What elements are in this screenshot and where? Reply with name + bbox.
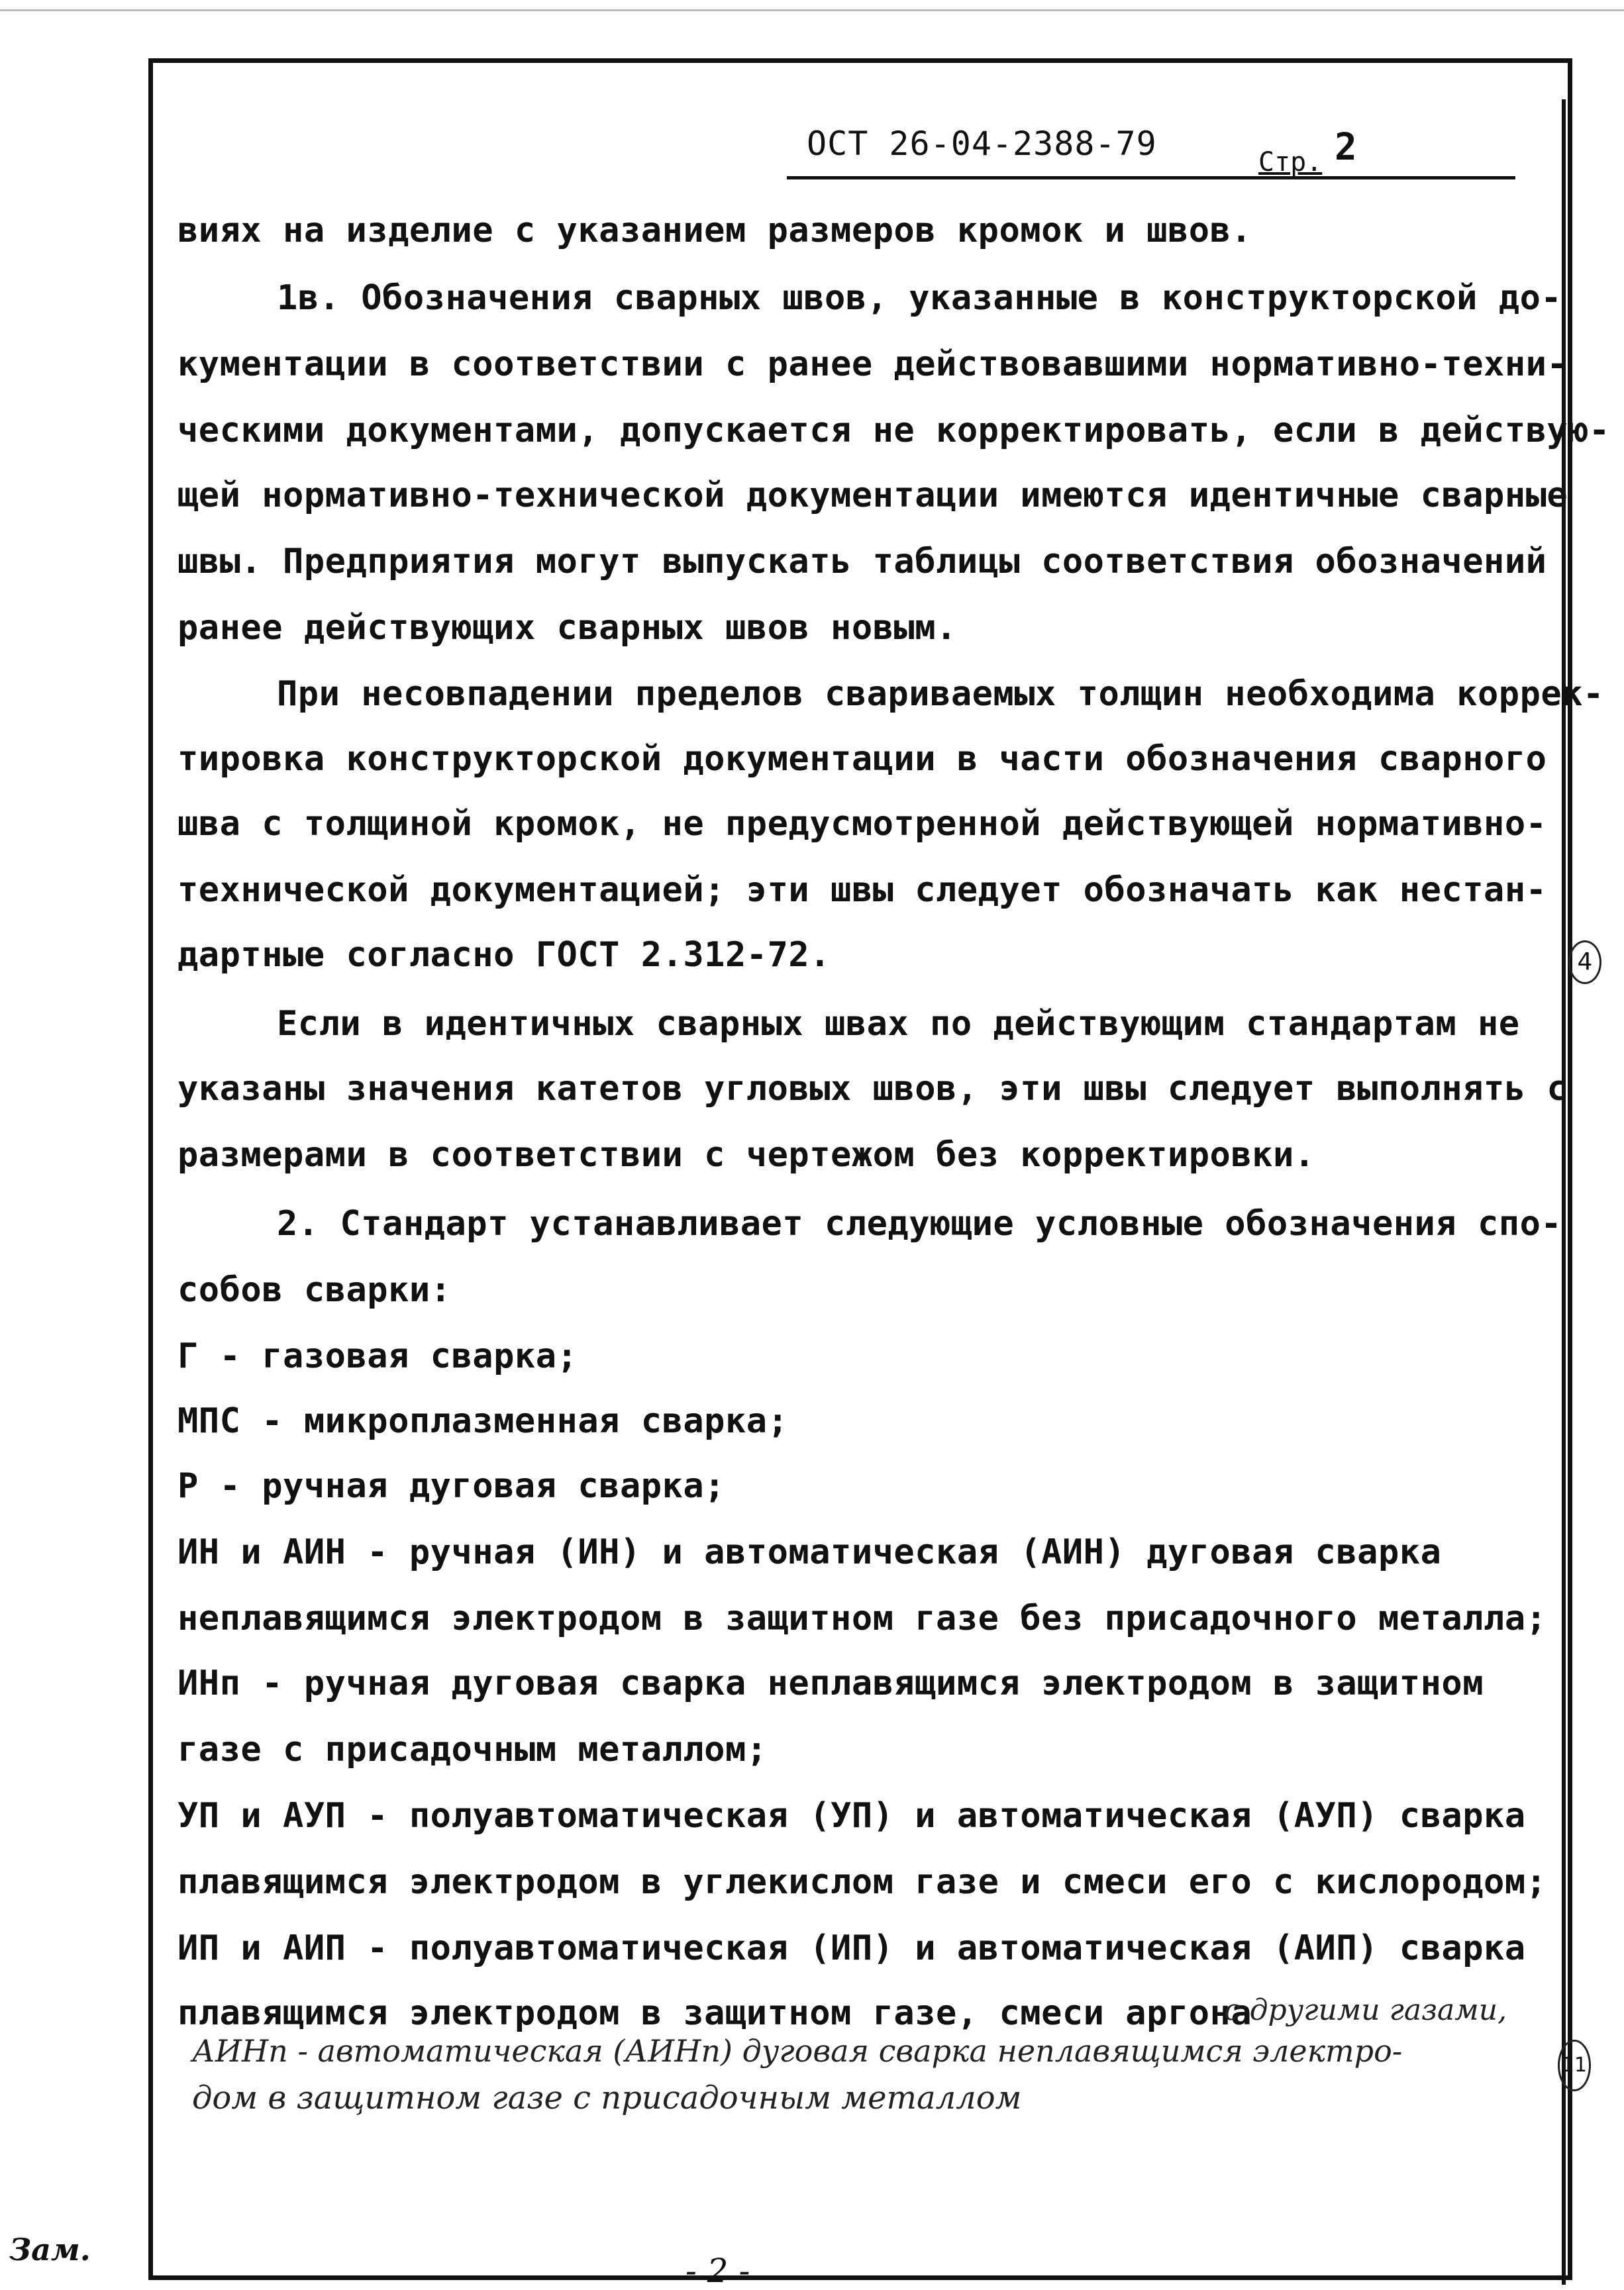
text-line: газе с присадочным металлом; — [178, 1730, 768, 1769]
page-number: 2 — [1335, 126, 1357, 169]
text-line: кументации в соответствии с ранее действовавшими нормативно-техни- — [178, 344, 1568, 384]
page-label: Стр. — [1258, 147, 1323, 177]
text-line: При несовпадении пределов свариваемых толщин необходима коррек- — [277, 674, 1604, 714]
text-line: Г - газовая сварка; — [178, 1336, 578, 1376]
text-line: ранее действующих сварных швов новым. — [178, 608, 957, 648]
handwritten-line: дом в защитном газе с присадочным металлом — [192, 2079, 1022, 2116]
handwritten-line: с другими газами, — [1224, 1993, 1507, 2027]
text-line: ИП и АИП - полуавтоматическая (ИП) и автоматическая (АИП) сварка — [178, 1928, 1526, 1968]
document-code: ОСТ 26-04-2388-79 — [807, 124, 1157, 163]
text-line: плавящимся электродом в защитном газе, смеси аргона — [178, 1993, 1252, 2033]
text-line: 2. Стандарт устанавливает следующие условные обозначения спо- — [277, 1204, 1562, 1244]
text-line: Р - ручная дуговая сварка; — [178, 1466, 725, 1506]
page-footer: - 2 - — [685, 2252, 750, 2290]
margin-note: Зам. — [9, 2232, 91, 2267]
header-underline — [787, 176, 1515, 179]
handwritten-line: АИНп - автоматическая (АИНп) дуговая сварка неплавящимся электро- — [192, 2033, 1403, 2069]
text-line: неплавящимся электродом в защитном газе без присадочного металла; — [178, 1599, 1547, 1638]
text-line: ИНп - ручная дуговая сварка неплавящимся электродом в защитном — [178, 1664, 1484, 1703]
top-scan-rule — [0, 9, 1624, 11]
text-line: щей нормативно-технической документации имеются идентичные сварные — [178, 475, 1568, 515]
text-line: ИН и АИН - ручная (ИН) и автоматическая (АИН) дуговая сварка — [178, 1532, 1442, 1572]
text-line: УП и АУП - полуавтоматическая (УП) и автоматическая (АУП) сварка — [178, 1796, 1526, 1836]
margin-mark-circled: 4 — [1568, 940, 1601, 984]
text-line: шва с толщиной кромок, не предусмотренной действующей нормативно- — [178, 804, 1547, 844]
text-line: собов сварки: — [178, 1270, 452, 1310]
text-line: МПС - микроплазменная сварка; — [178, 1401, 789, 1441]
text-line: Если в идентичных сварных швах по действующим стандартам не — [277, 1004, 1520, 1044]
text-line: 1в. Обозначения сварных швов, указанные в конструкторской до- — [277, 278, 1562, 318]
text-line: ческими документами, допускается не корректировать, если в действую- — [178, 411, 1610, 450]
text-line: тировка конструкторской документации в части обозначения сварного — [178, 739, 1547, 779]
text-line: размерами в соответствии с чертежом без корректировки. — [178, 1135, 1315, 1175]
text-line: дартные согласно ГОСТ 2.312-72. — [178, 935, 831, 975]
text-line: виях на изделие с указанием размеров кромок и швов. — [178, 211, 1252, 250]
text-line: плавящимся электродом в углекислом газе и смеси его с кислородом; — [178, 1862, 1547, 1902]
text-line: указаны значения катетов угловых швов, эти швы следует выполнять с — [178, 1069, 1568, 1109]
text-line: технической документацией; эти швы следует обозначать как нестан- — [178, 870, 1547, 910]
margin-mark-circled: 11 — [1558, 2040, 1591, 2091]
text-line: швы. Предприятия могут выпускать таблицы соответствия обозначений — [178, 542, 1547, 581]
